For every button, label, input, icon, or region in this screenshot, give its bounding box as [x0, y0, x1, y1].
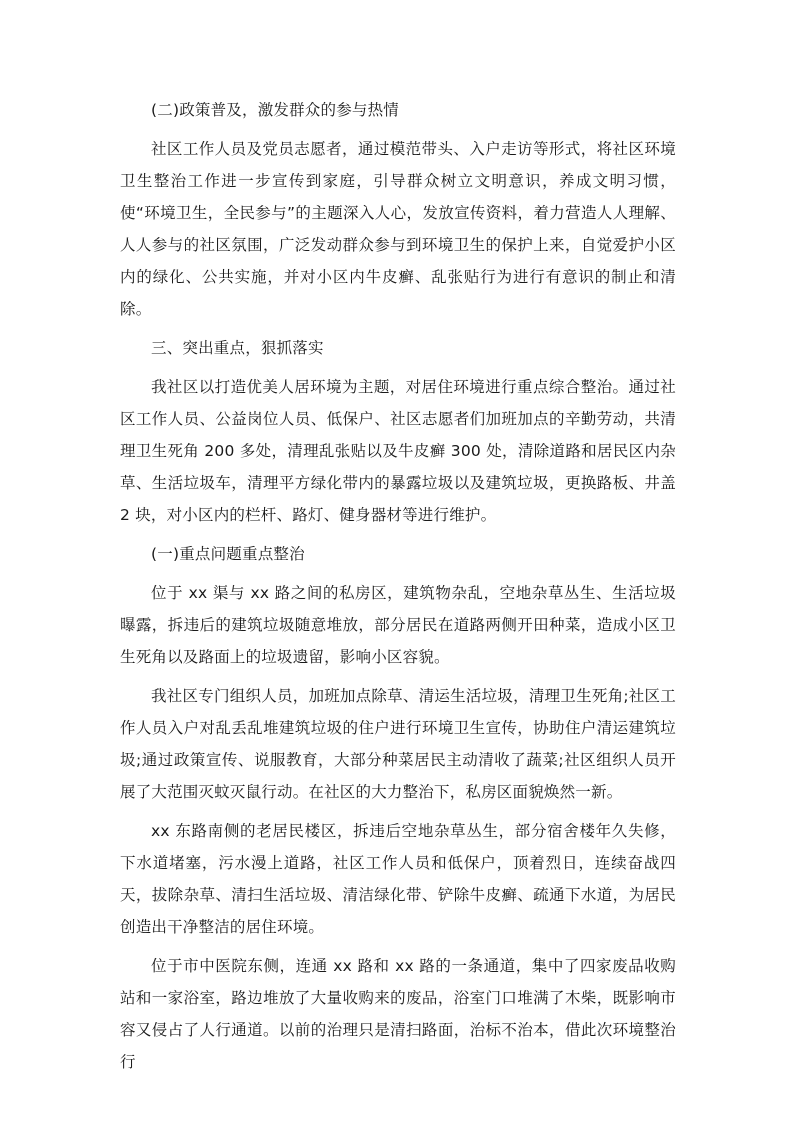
section-heading-focus: 三、突出重点，狠抓落实: [151, 339, 324, 357]
paragraph-publicity: 社区工作人员及党员志愿者，通过模范带头、入户走访等形式，将社区环境卫生整治工作进一步宣传到家庭，引导群众树立文明意识，养成文明习惯，使“环境卫生，全民参与”的主题深入人心，发放宣传资料，着力营造人人理解、人人参与的社区氛围，广泛发动群众参与到环境卫生的保护上来，自觉爱护小区内的绿化、公共实施，并对小区内牛皮癣、乱张贴行为进行有意识的制止和清除。: [120, 140, 676, 318]
paragraph-private-housing: 位于 xx 渠与 xx 路之间的私房区，建筑物杂乱，空地杂草丛生、生活垃圾曝露，拆违后的建筑垃圾随意堆放，部分居民在道路两侧开田种菜，造成小区卫生死角以及路面上的垃圾遗留，影响小区容貌。: [120, 584, 676, 666]
document-body: [120, 94, 676, 1085]
paragraph-hospital-passage: 位于市中医院东侧，连通 xx 路和 xx 路的一条通道，集中了四家废品收购站和一家浴室，路边堆放了大量收购来的废品，浴室门口堆满了木柴，既影响市容又侵占了人行通道。以前的治理只是清扫路面，治标不治本，借此次环境整治行: [120, 957, 676, 1071]
section-heading-policy: (二)政策普及，激发群众的参与热情: [151, 101, 399, 119]
paragraph-overview: 我社区以打造优美人居环境为主题，对居住环境进行重点综合整治。通过社区工作人员、公益岗位人员、低保户、社区志愿者们加班加点的辛勤劳动，共清理卫生死角 200 多处，清理乱张贴以及牛皮癣 300 处，清除道路和居民区内杂草、生活垃圾车，清理平方绿化带内的暴露垃圾以及建筑垃圾，更换路板、井盖 2 块，对小区内的栏杆、路灯、健身器材等进行维护。: [120, 378, 676, 524]
paragraph-cleanup-actions: 我社区专门组织人员，加班加点除草、清运生活垃圾，清理卫生死角;社区工作人员入户对乱丢乱堆建筑垃圾的住户进行环境卫生宣传，协助住户清运建筑垃圾;通过政策宣传、说服教育，大部分种菜居民主动清收了蔬菜;社区组织人员开展了大范围灭蚊灭鼠行动。在社区的大力整治下，私房区面貌焕然一新。: [120, 687, 676, 801]
section-heading-key-issues: (一)重点问题重点整治: [151, 545, 305, 563]
paragraph-old-residential: xx 东路南侧的老居民楼区，拆违后空地杂草丛生，部分宿舍楼年久失修，下水道堵塞，污水漫上道路，社区工作人员和低保户，顶着烈日，连续奋战四天，拔除杂草、清扫生活垃圾、清洁绿化带、铲除牛皮癣、疏通下水道，为居民创造出干净整洁的居住环境。: [120, 822, 676, 936]
